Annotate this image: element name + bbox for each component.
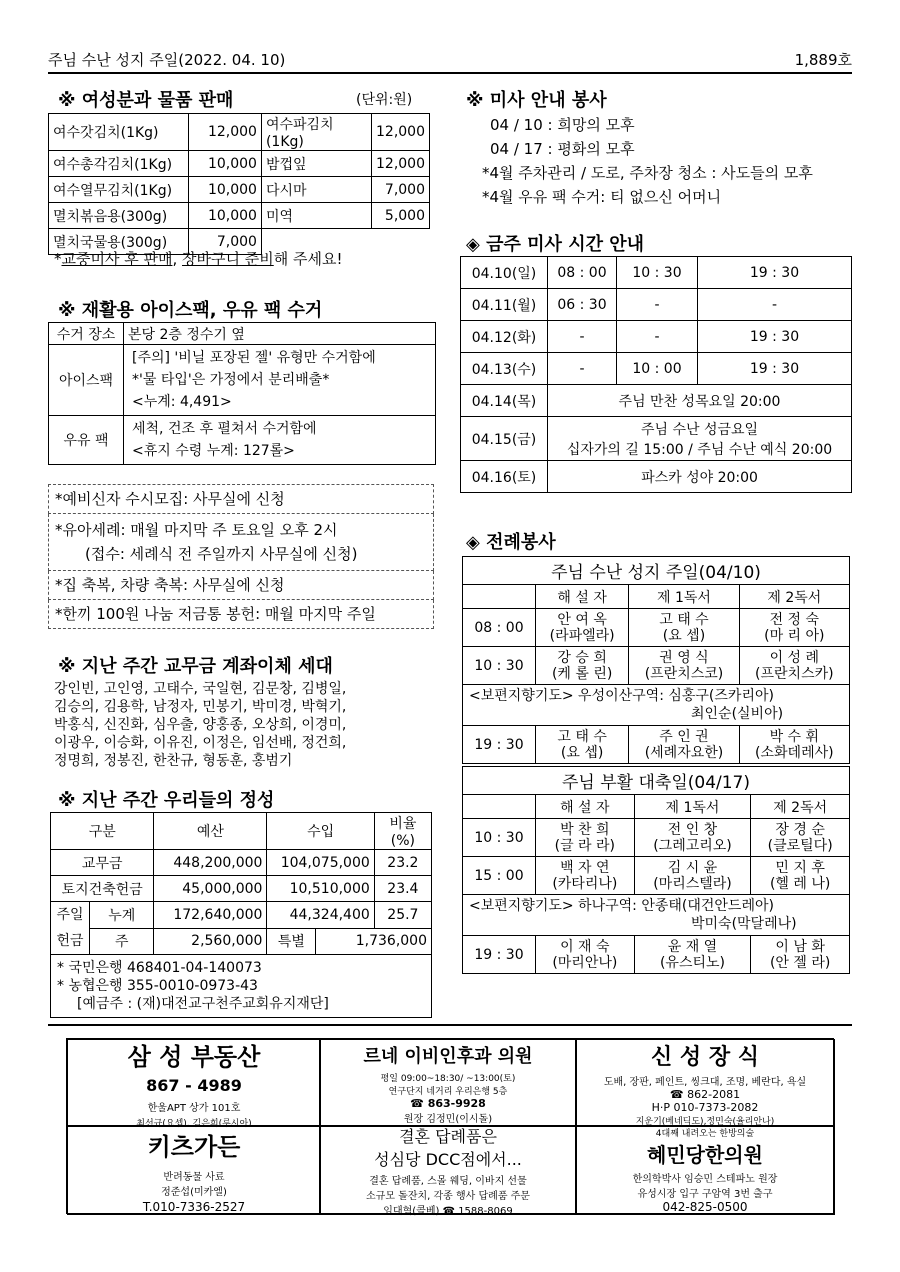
sales-table <box>48 113 430 255</box>
schedule-time: 06 : 30 <box>548 289 617 321</box>
item-price: 5,000 <box>372 203 430 229</box>
schedule-title: ◈ 금주 미사 시간 안내 <box>466 234 645 255</box>
schedule-time: 08 : 00 <box>548 257 617 289</box>
sales-title: ※ 여성분과 물품 판매 <box>58 90 234 111</box>
divider <box>48 1024 852 1026</box>
liturgy-title: ◈ 전례봉사 <box>466 532 556 553</box>
item-name: 다시마 <box>261 177 371 203</box>
liturgy-time: 10 : 30 <box>463 647 536 685</box>
sales-row <box>49 177 430 203</box>
ad-rene: 르네 이비인후과 의원 평일 09:00~18:30/ ~13:00(토) 연구단지 네거리 우리은행 5층 ☎ 863-9928 원장 김정민(이시돌) <box>319 1039 577 1127</box>
item-price: 10,000 <box>188 177 261 203</box>
schedule-time: 19 : 30 <box>698 353 852 385</box>
schedule-time: - <box>548 353 617 385</box>
schedule-time: - <box>617 289 698 321</box>
schedule-time: 10 : 30 <box>617 257 698 289</box>
liturgy-section-title: 주님 부활 대축일(04/17) <box>463 767 850 795</box>
liturgy-area <box>462 556 850 974</box>
liturgy-person: 이 성 례 (프란치스카) <box>739 647 849 685</box>
sales-row <box>49 151 430 177</box>
liturgy-person: 김 시 윤 (마리스텔라) <box>634 857 751 895</box>
milk-line: 세척, 건조 후 펼쳐서 수거함에 <box>132 421 317 437</box>
ice-label: 아이스팩 <box>49 345 124 416</box>
schedule-day: 04.14(목) <box>461 385 548 417</box>
liturgy-time: 19 : 30 <box>463 936 536 974</box>
item-name: 여수총각김치(1Kg) <box>49 151 189 177</box>
empty-cell <box>463 585 536 609</box>
milk-line: <휴지 수령 누계: 127롤> <box>132 443 295 459</box>
transfer-title: ※ 지난 주간 교무금 계좌이체 세대 <box>58 656 333 677</box>
item-name: 여수열무김치(1Kg) <box>49 177 189 203</box>
ad-kidsgarden: 키츠가든 반려동물 사료 정준섭(미카엘) T.010-7336-2527 <box>67 1125 321 1215</box>
liturgy-col-header: 제 1독서 <box>634 795 751 819</box>
schedule-day: 04.15(금) <box>461 417 548 461</box>
liturgy-col-header: 제 1독서 <box>629 585 739 609</box>
liturgy-table <box>462 766 850 974</box>
liturgy-section-title: 주님 수난 성지 주일(04/10) <box>463 557 850 585</box>
place-label: 수거 장소 <box>49 323 124 345</box>
notice-item: *예비신자 수시모집: 사무실에 신청 <box>48 484 434 514</box>
schedule-row <box>461 385 852 417</box>
liturgy-person: 민 지 후 (헬 레 나) <box>751 857 850 895</box>
liturgy-incense: <보편지향기도> 우성이산구역: 심홍구(즈카리아) 최인순(실비아) <box>463 685 850 726</box>
item-price: 7,000 <box>188 229 261 255</box>
schedule-row <box>461 289 852 321</box>
liturgy-person: 이 남 화 (안 젤 라) <box>751 936 850 974</box>
liturgy-time: 15 : 00 <box>463 857 536 895</box>
liturgy-person: 이 재 숙 (마리안나) <box>536 936 635 974</box>
schedule-time: 10 : 00 <box>617 353 698 385</box>
schedule-table <box>460 256 852 493</box>
schedule-time: - <box>617 321 698 353</box>
liturgy-person: 안 여 옥 (라파엘라) <box>536 609 629 647</box>
recycle-table <box>48 322 436 465</box>
liturgy-col-header: 해 설 자 <box>536 795 635 819</box>
offering-table: 구분 예산 수입 비율(%) 교무금 448,200,000 104,075,000 23.2 토지건축헌금 45,000,000 10,510,000 23.4 주일 헌금 누계 172,640,000 44,324,400 25.7 주 2,560,000 특별 1,736,000 * 국민은행 468401-04-140073 * 농협은행 355-0010-0973-43 [예금주 : (재)대전교구천주교회유지재단] <box>50 812 432 1018</box>
notice-item: *집 축복, 차량 축복: 사무실에 신청 <box>48 571 434 600</box>
liturgy-time: 08 : 00 <box>463 609 536 647</box>
page-header <box>48 44 852 74</box>
liturgy-person: 전 인 창 (그레고리오) <box>634 819 751 857</box>
sales-row <box>49 203 430 229</box>
bulletin-title: 주님 수난 성지 주일(2022. 04. 10) <box>48 51 286 69</box>
item-price <box>372 229 430 255</box>
sales-note: *교중미사 후 판매, 장바구니 준비해 주세요! <box>54 250 343 268</box>
item-price: 12,000 <box>372 151 430 177</box>
sales-unit: (단위:원) <box>356 92 413 108</box>
liturgy-person: 고 태 수 (요 셉) <box>629 609 739 647</box>
ad-hyemindang: 4대째 내려오는 한방의술 혜민당한의원 한의학박사 임승민 스테파노 원장 유성시장 입구 구암역 3번 출구 042-825-0500 <box>575 1125 835 1215</box>
schedule-time: - <box>548 321 617 353</box>
liturgy-time: 10 : 30 <box>463 819 536 857</box>
ads-area <box>66 1038 834 1217</box>
item-name: 밤껍잎 <box>261 151 371 177</box>
place-value: 본당 2층 정수기 옆 <box>124 323 436 345</box>
schedule-time: 19 : 30 <box>698 321 852 353</box>
ad-samsung: 삼 성 부동산 867 - 4989 한울APT 상가 101호 최선규(요셉), 김은희(루시아) <box>67 1039 321 1127</box>
ice-line: *'물 타입'은 가정에서 분리배출* <box>132 372 330 388</box>
item-name: 미역 <box>261 203 371 229</box>
liturgy-col-header: 제 2독서 <box>751 795 850 819</box>
schedule-row <box>461 461 852 493</box>
empty-cell <box>463 795 536 819</box>
liturgy-col-header: 제 2독서 <box>739 585 849 609</box>
liturgy-person: 박 찬 희 (글 라 라) <box>536 819 635 857</box>
schedule-row <box>461 353 852 385</box>
schedule-time: 19 : 30 <box>698 257 852 289</box>
schedule-special: 주님 만찬 성목요일 20:00 <box>548 385 852 417</box>
liturgy-incense: <보편지향기도> 하나구역: 안종태(대건안드레아) 박미숙(막달레나) <box>463 895 850 936</box>
liturgy-person: 윤 재 열 (유스티노) <box>634 936 751 974</box>
schedule-special: 주님 수난 성금요일 십자가의 길 15:00 / 주님 수난 예식 20:00 <box>548 417 852 461</box>
sales-note-u1: 교중미사 후 판매 <box>61 250 173 268</box>
item-name: 멸치볶음용(300g) <box>49 203 189 229</box>
schedule-day: 04.10(일) <box>461 257 548 289</box>
ice-line: <누계: 4,491> <box>132 394 232 410</box>
schedule-row <box>461 417 852 461</box>
liturgy-person: 권 영 식 (프란치스코) <box>629 647 739 685</box>
liturgy-person: 전 정 숙 (마 리 아) <box>739 609 849 647</box>
mass-service-notes: *4월 주차관리 / 도로, 주차장 청소 : 사도들의 모후 *4월 우유 팩 수거: 티 없으신 어머니 <box>482 164 813 206</box>
liturgy-person: 백 자 연 (카타리나) <box>536 857 635 895</box>
liturgy-person: 강 승 희 (케 롤 린) <box>536 647 629 685</box>
liturgy-time: 19 : 30 <box>463 726 536 764</box>
schedule-row <box>461 321 852 353</box>
liturgy-person: 장 경 순 (클로틸다) <box>751 819 850 857</box>
ad-sinsung: 신 성 장 식 도배, 장판, 페인트, 씽크대, 조명, 베란다, 욕실 ☎ 862-2081 H·P 010-7373-2082 지운기(베네딕도),정민숙(율리안나) <box>575 1039 835 1127</box>
schedule-time: - <box>698 289 852 321</box>
schedule-day: 04.12(화) <box>461 321 548 353</box>
issue-number: 1,889호 <box>794 51 852 69</box>
milk-label: 우유 팩 <box>49 416 124 465</box>
ice-line: [주의] '비닐 포장된 젤' 유형만 수거함에 <box>132 350 376 366</box>
mass-service-title: ※ 미사 안내 봉사 <box>466 90 607 111</box>
transfer-names: 강인빈, 고인영, 고태수, 국일현, 김문창, 김병일, 김승의, 김용학, 남정자, 민봉기, 박미경, 박혁기, 박홍식, 신진화, 심우출, 양홍종, 오상희, 이경미, 이광우, 이승화, 이유진, 이정은, 임선배, 정건희, 정명희, 정봉진, 한찬규, 형동훈, 홍범기 <box>54 681 347 769</box>
notice-item: *한끼 100원 나눔 저금통 봉헌: 매월 마지막 주일 <box>48 600 434 629</box>
item-name: 여수갓김치(1Kg) <box>49 114 189 151</box>
liturgy-col-header: 해 설 자 <box>536 585 629 609</box>
item-name: 여수파김치(1Kg) <box>261 114 371 151</box>
schedule-day: 04.16(토) <box>461 461 548 493</box>
sales-note-u2: 장바구니 준비 <box>182 250 274 268</box>
liturgy-person: 고 태 수 (요 셉) <box>536 726 629 764</box>
item-price: 12,000 <box>372 114 430 151</box>
item-name: 멸치국물용(300g) <box>49 229 189 255</box>
recycle-title: ※ 재활용 아이스팩, 우유 팩 수거 <box>58 300 323 321</box>
schedule-special: 파스카 성야 20:00 <box>548 461 852 493</box>
sales-row <box>49 114 430 151</box>
notice-box <box>48 484 434 629</box>
schedule-day: 04.11(월) <box>461 289 548 321</box>
liturgy-person: 주 인 권 (세례자요한) <box>629 726 739 764</box>
item-price: 7,000 <box>372 177 430 203</box>
item-price: 12,000 <box>188 114 261 151</box>
mass-service-lines: 04 / 10 : 희망의 모후 04 / 17 : 평화의 모후 <box>490 116 635 158</box>
schedule-row <box>461 257 852 289</box>
item-price: 10,000 <box>188 151 261 177</box>
liturgy-table <box>462 556 850 764</box>
notice-item-baptism: *유아세례: 매월 마지막 주 토요일 오후 2시 (접수: 세례식 전 주일까지 사무실에 신청) <box>48 514 434 571</box>
item-price: 10,000 <box>188 203 261 229</box>
liturgy-person: 박 수 휘 (소화데레사) <box>739 726 849 764</box>
offering-title: ※ 지난 주간 우리들의 정성 <box>58 790 275 811</box>
schedule-day: 04.13(수) <box>461 353 548 385</box>
ad-sungsimdang: 결혼 답례품은 성심당 DCC점에서... 결혼 답례품, 스몰 웨딩, 이바지 선물 소규모 돌잔치, 각종 행사 답례품 주문 임대혁(콜베) ☎ 1588-8069 <box>319 1125 577 1215</box>
